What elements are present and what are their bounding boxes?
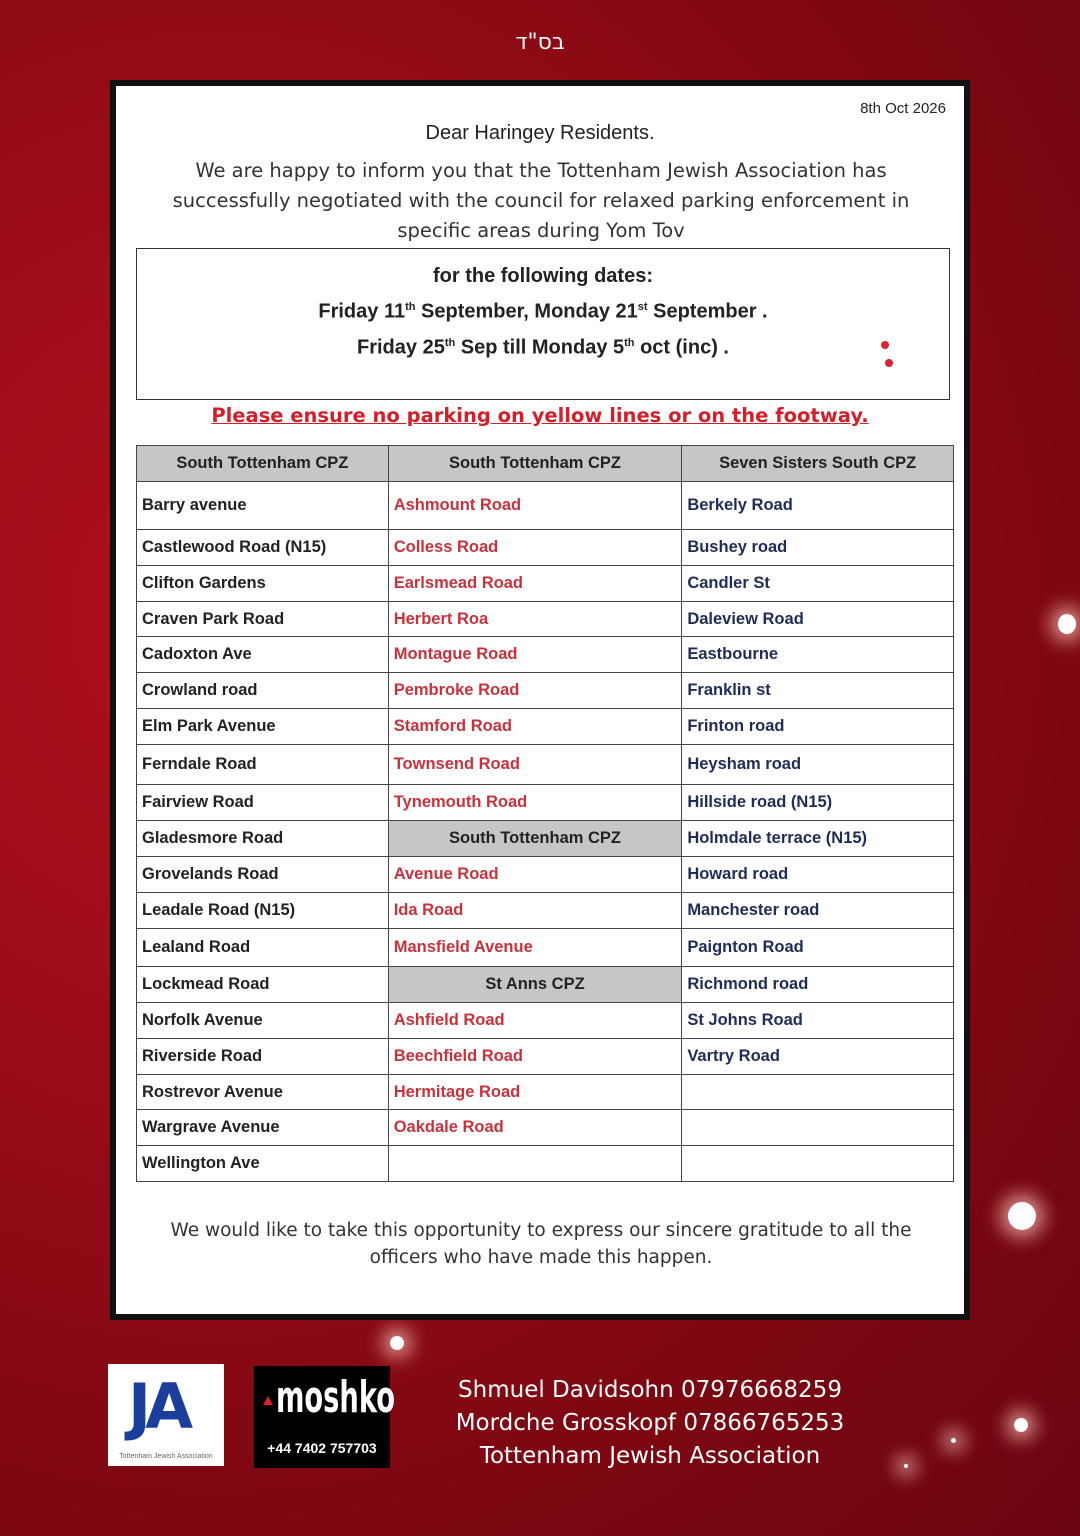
street-cell: Fairview Road bbox=[137, 785, 389, 821]
street-cell bbox=[682, 1110, 954, 1146]
street-cell: Paignton Road bbox=[682, 929, 954, 967]
moshko-triangle-icon bbox=[263, 1396, 273, 1405]
street-cell: Earlsmead Road bbox=[388, 566, 682, 602]
street-cell: Mansfield Avenue bbox=[388, 929, 682, 967]
table-row bbox=[137, 709, 954, 745]
street-cell: Riverside Road bbox=[137, 1039, 389, 1075]
contact-line: Shmuel Davidsohn 07976668259 bbox=[458, 1377, 842, 1403]
tja-logo bbox=[108, 1364, 224, 1466]
table-row bbox=[137, 745, 954, 785]
zone-header-cell: South Tottenham CPZ bbox=[137, 446, 389, 482]
street-cell: Vartry Road bbox=[682, 1039, 954, 1075]
table-row bbox=[137, 1003, 954, 1039]
table-row bbox=[137, 637, 954, 673]
hebrew-blessing-mark: בס"ד bbox=[515, 30, 565, 55]
street-cell: Clifton Gardens bbox=[137, 566, 389, 602]
street-cell: Heysham road bbox=[682, 745, 954, 785]
street-cell: Beechfield Road bbox=[388, 1039, 682, 1075]
table-row bbox=[137, 566, 954, 602]
street-cell: Herbert Roa bbox=[388, 602, 682, 637]
dates-box bbox=[136, 248, 950, 400]
contact-line: Mordche Grosskopf 07866765253 bbox=[455, 1410, 845, 1436]
intro-paragraph: We are happy to inform you that the Tottenham Jewish Association has successfully negotiated with the council for relaxed parking enforcement in specific areas during Yom Tov bbox=[172, 159, 910, 242]
thanks-paragraph: We would like to take this opportunity to express our sincere gratitude to all the officers who have made this happen. bbox=[170, 1220, 912, 1268]
street-cell: Elm Park Avenue bbox=[137, 709, 389, 745]
street-cell: Manchester road bbox=[682, 893, 954, 929]
street-cell: Gladesmore Road bbox=[137, 821, 389, 857]
table-row bbox=[137, 673, 954, 709]
bokeh-light bbox=[1058, 614, 1076, 634]
parking-warning: Please ensure no parking on yellow lines or on the footway. bbox=[211, 404, 869, 427]
street-cell: Ida Road bbox=[388, 893, 682, 929]
street-cell: Colless Road bbox=[388, 530, 682, 566]
street-cell: Franklin st bbox=[682, 673, 954, 709]
table-row bbox=[137, 821, 954, 857]
table-row bbox=[137, 1075, 954, 1110]
street-cell: Stamford Road bbox=[388, 709, 682, 745]
tja-logo-letters: JA bbox=[128, 1370, 188, 1443]
table-row bbox=[137, 967, 954, 1003]
street-cell: Castlewood Road (N15) bbox=[137, 530, 389, 566]
street-cell: St Johns Road bbox=[682, 1003, 954, 1039]
dates-line-1: Friday 11th September, Monday 21st September . bbox=[318, 300, 768, 323]
dates-heading: for the following dates: bbox=[433, 265, 653, 287]
street-cell: Crowland road bbox=[137, 673, 389, 709]
street-cell: Barry avenue bbox=[137, 482, 389, 530]
greeting: Dear Haringey Residents. bbox=[425, 122, 655, 144]
street-cell bbox=[388, 1146, 682, 1182]
contacts-block bbox=[440, 1374, 860, 1473]
street-cell bbox=[682, 1146, 954, 1182]
street-cell: Wellington Ave bbox=[137, 1146, 389, 1182]
bokeh-light bbox=[1014, 1418, 1028, 1432]
street-cell: Leadale Road (N15) bbox=[137, 893, 389, 929]
street-cell: Richmond road bbox=[682, 967, 954, 1003]
table-row bbox=[137, 1110, 954, 1146]
table-row bbox=[137, 929, 954, 967]
table-row bbox=[137, 530, 954, 566]
street-cell: Ashmount Road bbox=[388, 482, 682, 530]
zone-header-cell: St Anns CPZ bbox=[388, 967, 682, 1003]
street-cell bbox=[682, 1075, 954, 1110]
zone-header-cell: South Tottenham CPZ bbox=[388, 821, 682, 857]
street-cell: Wargrave Avenue bbox=[137, 1110, 389, 1146]
notice-letter bbox=[110, 80, 970, 1320]
street-cell: Oakdale Road bbox=[388, 1110, 682, 1146]
street-cell: Grovelands Road bbox=[137, 857, 389, 893]
contact-line: Tottenham Jewish Association bbox=[479, 1443, 821, 1469]
street-cell: Candler St bbox=[682, 566, 954, 602]
zone-header-cell: South Tottenham CPZ bbox=[388, 446, 682, 482]
table-row bbox=[137, 1146, 954, 1182]
street-cell: Craven Park Road bbox=[137, 602, 389, 637]
street-cell: Eastbourne bbox=[682, 637, 954, 673]
moshko-name: moshko bbox=[276, 1372, 395, 1423]
street-cell: Holmdale terrace (N15) bbox=[682, 821, 954, 857]
street-cell: Howard road bbox=[682, 857, 954, 893]
street-cell: Townsend Road bbox=[388, 745, 682, 785]
table-row bbox=[137, 785, 954, 821]
moshko-logo bbox=[254, 1366, 395, 1468]
bokeh-light bbox=[390, 1336, 404, 1350]
street-cell: Norfolk Avenue bbox=[137, 1003, 389, 1039]
dates-line-2: Friday 25th Sep till Monday 5th oct (inc) . bbox=[357, 336, 729, 359]
letter-date: 8th Oct 2026 bbox=[860, 100, 946, 117]
bokeh-light bbox=[1008, 1202, 1036, 1230]
bokeh-light bbox=[904, 1464, 908, 1468]
street-cell: Hermitage Road bbox=[388, 1075, 682, 1110]
street-cell: Bushey road bbox=[682, 530, 954, 566]
street-cell: Hillside road (N15) bbox=[682, 785, 954, 821]
table-row bbox=[137, 893, 954, 929]
moshko-phone: +44 7402 757703 bbox=[267, 1440, 377, 1456]
table-row bbox=[137, 482, 954, 530]
table-row bbox=[137, 602, 954, 637]
tja-logo-caption: Tottenham Jewish Association bbox=[119, 1453, 213, 1460]
zone-header-cell: Seven Sisters South CPZ bbox=[682, 446, 954, 482]
street-cell: Montague Road bbox=[388, 637, 682, 673]
streets-table bbox=[136, 445, 954, 1182]
table-row bbox=[137, 857, 954, 893]
street-cell: Daleview Road bbox=[682, 602, 954, 637]
street-cell: Tynemouth Road bbox=[388, 785, 682, 821]
street-cell: Cadoxton Ave bbox=[137, 637, 389, 673]
street-cell: Avenue Road bbox=[388, 857, 682, 893]
bokeh-light bbox=[951, 1438, 956, 1443]
street-cell: Frinton road bbox=[682, 709, 954, 745]
table-row bbox=[137, 1039, 954, 1075]
street-cell: Berkely Road bbox=[682, 482, 954, 530]
street-cell: Lealand Road bbox=[137, 929, 389, 967]
street-cell: Rostrevor Avenue bbox=[137, 1075, 389, 1110]
street-cell: Ashfield Road bbox=[388, 1003, 682, 1039]
table-row bbox=[137, 446, 954, 482]
street-cell: Lockmead Road bbox=[137, 967, 389, 1003]
street-cell: Pembroke Road bbox=[388, 673, 682, 709]
street-cell: Ferndale Road bbox=[137, 745, 389, 785]
